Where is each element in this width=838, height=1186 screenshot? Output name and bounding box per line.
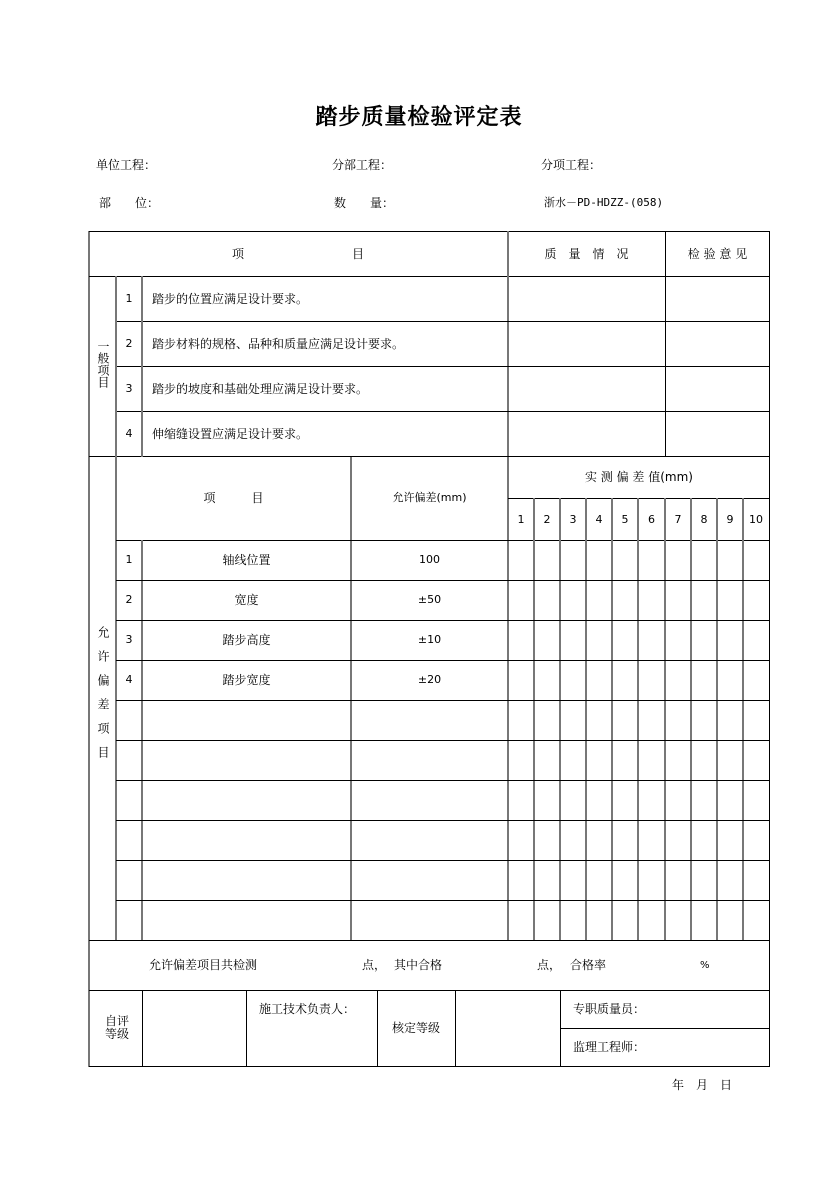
division-project-label: 分部工程： [332, 158, 393, 172]
header-quality: 质 量 情 况 [544, 247, 629, 261]
general-item-text: 踏步的坡度和基础处理应满足设计要求。 [152, 382, 369, 396]
deviation-items-label: 允许偏差项目 [96, 626, 110, 770]
header-opinion: 检 验 意 见 [687, 247, 748, 261]
row-line [116, 540, 770, 541]
col-line [690, 498, 692, 940]
col-line [585, 498, 587, 940]
row-line [116, 580, 770, 581]
row-line [116, 620, 770, 621]
document-code: 浙水－PD-HDZZ-(058) [544, 196, 664, 209]
row-line [89, 456, 770, 457]
row-line [116, 321, 770, 322]
row-line [89, 990, 770, 991]
measure-col-1: 1 [517, 513, 525, 526]
col-line [246, 990, 247, 1066]
deviation-allow-header: 允许偏差(mm) [392, 491, 467, 504]
deviation-item-name: 踏步高度 [222, 633, 271, 647]
deviation-item-name: 踏步宽度 [222, 673, 271, 687]
col-line [665, 231, 666, 457]
deviation-item-no: 1 [125, 553, 133, 566]
general-item-text: 踏步的位置应满足设计要求。 [152, 292, 309, 306]
measure-col-10: 10 [749, 513, 763, 526]
page-title: 踏步质量检验评定表 [315, 105, 523, 130]
date-label: 年 月 日 [672, 1078, 733, 1092]
subitem-project-label: 分项工程： [541, 158, 602, 172]
measure-col-2: 2 [543, 513, 551, 526]
col-line [559, 498, 561, 940]
summary-rate-label: 合格率 [570, 958, 607, 972]
approved-grade-label: 核定等级 [391, 1021, 440, 1035]
summary-qualified-label: 其中合格 [394, 958, 443, 972]
summary-points-2: 点， [537, 958, 562, 972]
location-label: 部 位： [99, 196, 160, 210]
deviation-item-allow: 100 [419, 553, 440, 566]
row-line [560, 1028, 770, 1029]
self-grade-label: 自评等级 [104, 1014, 129, 1041]
general-items-label: 一般项目 [96, 340, 110, 388]
general-item-no: 1 [125, 292, 133, 305]
row-line [116, 660, 770, 661]
deviation-item-name: 宽度 [234, 593, 259, 607]
col-line [455, 990, 456, 1066]
col-line [611, 498, 613, 940]
deviation-item-allow: ±50 [417, 593, 442, 606]
deviation-item-no: 3 [125, 633, 133, 646]
measure-col-7: 7 [674, 513, 682, 526]
general-item-no: 3 [125, 382, 133, 395]
row-line [89, 276, 770, 277]
table-border-right [769, 231, 770, 1067]
supervisor-label: 监理工程师： [573, 1040, 646, 1054]
summary-points-1: 点， [362, 958, 387, 972]
col-line [742, 498, 744, 940]
measure-col-6: 6 [648, 513, 655, 526]
col-line [115, 276, 117, 940]
summary-total-label: 允许偏差项目共检测 [149, 958, 258, 972]
measure-col-8: 8 [700, 513, 708, 526]
header-item: 项 目 [231, 247, 364, 261]
col-line [142, 990, 143, 1066]
deviation-item-allow: ±10 [417, 633, 442, 646]
deviation-item-no: 4 [125, 673, 133, 686]
col-line [637, 498, 639, 940]
row-line [116, 366, 770, 367]
general-item-no: 2 [125, 337, 133, 350]
row-line [116, 740, 770, 741]
row-line [116, 780, 770, 781]
summary-percent: % [700, 960, 710, 971]
deviation-item-no: 2 [125, 593, 133, 606]
deviation-item-name: 轴线位置 [222, 553, 271, 567]
col-line [507, 231, 509, 457]
row-line [116, 411, 770, 412]
quality-officer-label: 专职质量员： [573, 1002, 646, 1016]
general-item-text: 踏步材料的规格、品种和质量应满足设计要求。 [152, 337, 405, 351]
row-line [116, 860, 770, 861]
row-line [89, 940, 770, 941]
measure-col-4: 4 [595, 513, 603, 526]
col-line [507, 457, 509, 940]
measured-header: 实 测 偏 差 值(mm) [584, 470, 693, 484]
col-line [350, 457, 352, 940]
col-line [533, 498, 535, 940]
tech-lead-label: 施工技术负责人： [259, 1002, 356, 1016]
col-line [716, 498, 718, 940]
row-line [508, 498, 770, 499]
measure-col-5: 5 [621, 513, 629, 526]
general-item-no: 4 [125, 427, 133, 440]
measure-col-9: 9 [726, 513, 734, 526]
unit-project-label: 单位工程： [96, 158, 157, 172]
col-line [664, 498, 666, 940]
measure-col-3: 3 [569, 513, 577, 526]
quantity-label: 数 量： [334, 196, 395, 210]
deviation-item-allow: ±20 [417, 673, 442, 686]
row-line [116, 900, 770, 901]
table-border-bottom [89, 1066, 770, 1067]
row-line [116, 820, 770, 821]
general-item-text: 伸缩缝设置应满足设计要求。 [152, 427, 309, 441]
table-border-top [89, 231, 770, 232]
deviation-item-header: 项 目 [203, 491, 264, 505]
row-line [116, 700, 770, 701]
table-border-left [88, 231, 90, 1067]
